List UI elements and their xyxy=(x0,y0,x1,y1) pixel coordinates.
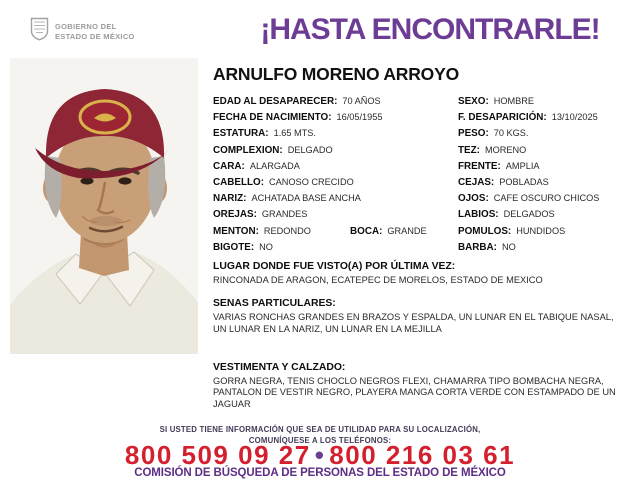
section-last-seen xyxy=(213,260,632,287)
field-label: NARIZ: xyxy=(213,193,247,205)
field-label: EDAD AL DESAPARECER: xyxy=(213,96,338,107)
field-label: MENTON: xyxy=(213,225,259,237)
gov-logo-line2: ESTADO DE MÉXICO xyxy=(55,31,135,41)
field-row xyxy=(213,193,632,209)
field-label: LABIOS: xyxy=(458,209,499,221)
field-row xyxy=(213,177,632,193)
field-value: CANOSO CRECIDO xyxy=(269,176,354,187)
field-label: FRENTE: xyxy=(458,160,501,172)
contact-instructions-line2: COMUNÍQUESE A LOS TELÉFONOS: xyxy=(248,435,392,445)
field-label: CARA: xyxy=(213,160,245,172)
section-particular-signs xyxy=(213,297,632,335)
field-label: FECHA DE NACIMIENTO: xyxy=(213,112,332,124)
field-value: 1.65 MTS. xyxy=(273,128,316,139)
field-value: NO xyxy=(501,241,516,252)
organization-name: COMISIÓN DE BÚSQUEDA DE PERSONAS DEL ESTADO DE MÉXICO xyxy=(134,467,506,479)
field-label: BARBA: xyxy=(458,241,497,253)
field-value: HOMBRE xyxy=(493,96,535,106)
field-label: POMULOS: xyxy=(458,225,512,237)
field-value: AMPLIA xyxy=(505,160,540,171)
missing-person-photo xyxy=(10,58,198,354)
section-title: SENAS PARTICULARES: xyxy=(213,298,336,310)
field-value: ALARGADA xyxy=(249,160,300,171)
field-value: DELGADO xyxy=(287,144,333,155)
gov-logo-line1: GOBIERNO DEL xyxy=(55,21,117,31)
field-label: OJOS: xyxy=(458,193,489,205)
contact-instructions-line1: SI USTED TIENE INFORMACIÓN QUE SEA DE UTILIDAD PARA SU LOCALIZACIÓN, xyxy=(159,425,481,434)
field-value: REDONDO xyxy=(263,225,311,236)
section-body: GORRA NEGRA, TENIS CHOCLO NEGROS FLEXI, CHAMARRA TIPO BOMBACHA NEGRA, PANTALON DE VESTIR NEGRO, PLAYERA MANGA CORTA VERDE CON ESTAMPADO DE UN JAGUAR xyxy=(213,375,616,409)
field-row xyxy=(213,161,632,177)
poster-title: ¡HASTA ENCONTRARLE! xyxy=(260,13,600,46)
field-value: HUNDIDOS xyxy=(516,225,566,236)
section-body: VARIAS RONCHAS GRANDES EN BRAZOS Y ESPALDA, UN LUNAR EN EL TABIQUE NASAL, UN LUNAR EN LA NARIZ, UN LUNAR EN LA MEJILLA xyxy=(213,312,614,335)
field-value: ACHATADA BASE ANCHA xyxy=(251,193,361,204)
field-value: GRANDE xyxy=(387,225,427,236)
section-body: RINCONADA DE ARAGON, ECATEPEC DE MORELOS, ESTADO DE MEXICO xyxy=(213,274,543,285)
person-name: ARNULFO MORENO ARROYO xyxy=(213,64,459,84)
field-label: COMPLEXION: xyxy=(213,144,283,156)
field-row xyxy=(213,226,632,242)
field-row xyxy=(213,112,632,128)
field-value: GRANDES xyxy=(261,209,308,220)
field-row xyxy=(213,128,632,144)
section-title: LUGAR DONDE FUE VISTO(A) POR ÚLTIMA VEZ: xyxy=(213,260,456,272)
government-logo-text xyxy=(55,22,135,42)
field-label: PESO: xyxy=(458,128,489,140)
field-label: BOCA: xyxy=(350,225,383,237)
phone-number-1: 800 509 09 27 xyxy=(124,440,311,470)
section-clothing xyxy=(213,361,632,411)
field-value: CAFE OSCURO CHICOS xyxy=(493,193,600,204)
field-value: POBLADAS xyxy=(499,176,549,187)
field-label: CEJAS: xyxy=(458,176,495,188)
field-label: SEXO: xyxy=(458,96,489,107)
field-row xyxy=(213,96,632,112)
state-shield-icon xyxy=(30,17,49,46)
field-label: CABELLO: xyxy=(213,176,265,188)
government-logo xyxy=(30,17,135,46)
phone-number-2: 800 216 03 61 xyxy=(329,440,516,470)
field-value: MORENO xyxy=(484,144,527,155)
field-label: OREJAS: xyxy=(213,209,257,221)
field-label: TEZ: xyxy=(458,144,480,156)
field-value: 16/05/1955 xyxy=(336,112,383,123)
field-label: BIGOTE: xyxy=(213,241,255,253)
field-value: DELGADOS xyxy=(503,209,555,220)
field-value: 70 KGS. xyxy=(493,128,529,139)
field-label: F. DESAPARICIÓN: xyxy=(458,112,547,124)
field-row xyxy=(213,145,632,161)
section-title: VESTIMENTA Y CALZADO: xyxy=(213,361,346,373)
field-value: 13/10/2025 xyxy=(551,112,598,123)
field-value: NO xyxy=(259,241,273,252)
phone-separator-dot: • xyxy=(314,440,326,470)
field-value: 70 AÑOS xyxy=(342,96,381,106)
details-panel xyxy=(213,62,632,410)
field-row xyxy=(213,209,632,225)
field-label: ESTATURA: xyxy=(213,128,269,140)
field-row xyxy=(213,242,632,258)
